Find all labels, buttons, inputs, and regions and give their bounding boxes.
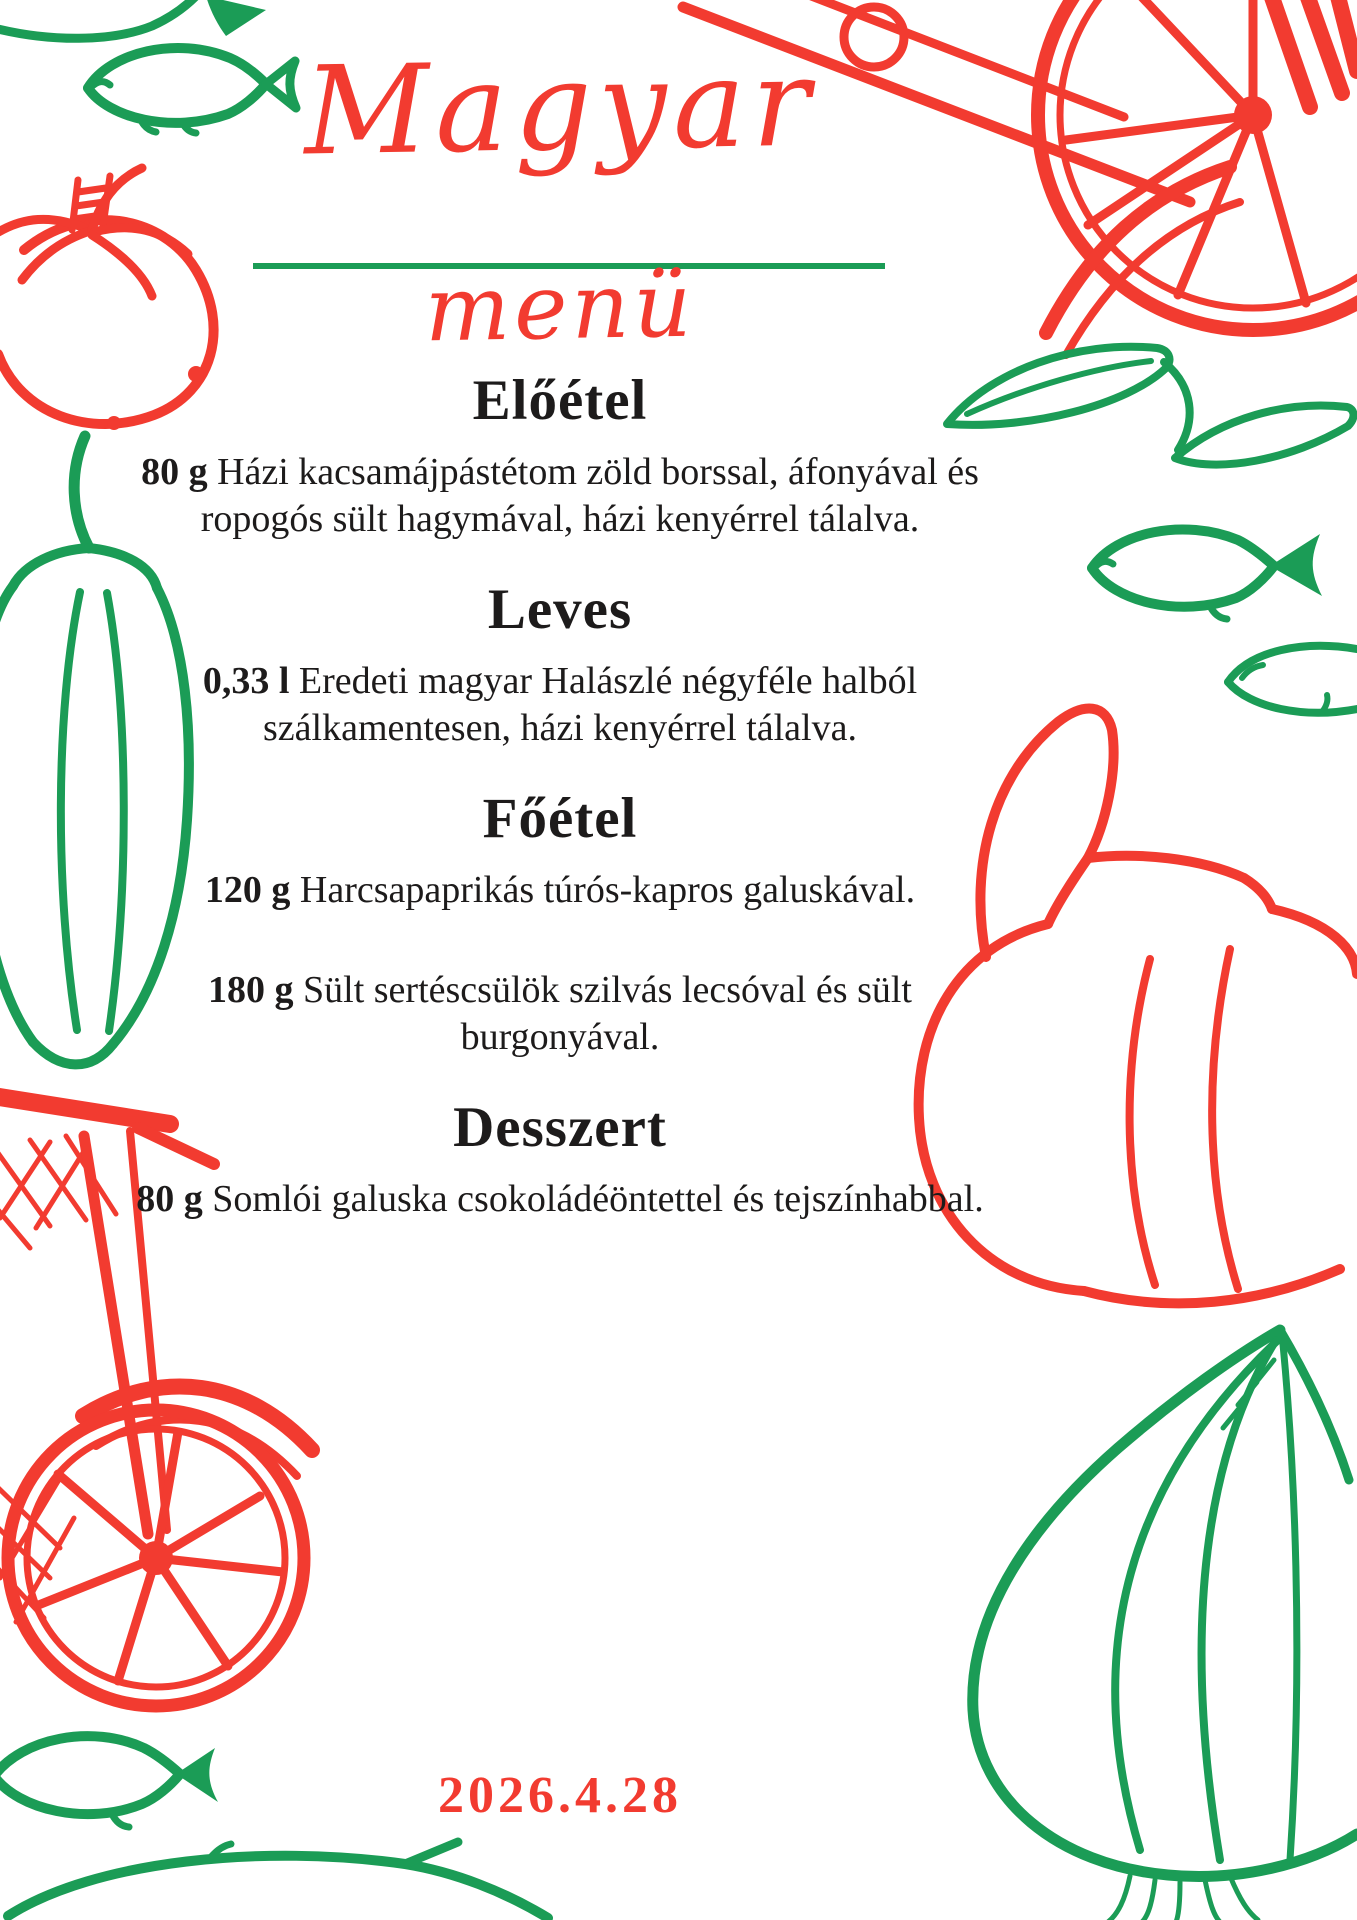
menu-item — [135, 658, 985, 752]
menu-item — [135, 967, 985, 1061]
item-quantity: 0,33 l — [202, 660, 290, 703]
section-heading-appetizer: Előétel — [472, 369, 648, 432]
item-description: Somlói galuska csokoládéöntettel és tejszínhabbal. — [212, 1177, 984, 1220]
leaves-icon — [935, 332, 1357, 510]
item-description: Harcsapaprikás túrós-kapros galuskával. — [299, 869, 916, 912]
fish-partial-top-icon — [0, 0, 300, 46]
pod-icon — [1222, 638, 1357, 722]
menu-item — [135, 867, 985, 914]
item-quantity: 80 g — [141, 451, 208, 493]
fish-right-icon — [1088, 506, 1357, 636]
item-description: Sült sertéscsülök szilvás lecsóval és sült burgonyával. — [303, 968, 912, 1058]
menu-item — [135, 449, 985, 543]
menu-date: 2026.4.28 — [438, 1767, 682, 1824]
fish-bottom-edge-icon — [0, 1842, 585, 1920]
garlic-icon — [878, 1318, 1357, 1920]
section-heading-soup: Leves — [487, 578, 633, 642]
menu-item — [135, 1176, 985, 1223]
section-heading-main: Főétel — [482, 787, 638, 851]
menu-column — [135, 368, 985, 1253]
item-quantity: 120 g — [204, 869, 291, 912]
page-subtitle: menü — [423, 252, 697, 363]
item-description: Eredeti magyar Halászlé négyféle halból szálkamentesen, házi kenyérrel tálalva. — [263, 660, 918, 750]
section-heading-dessert: Desszert — [453, 1095, 667, 1159]
item-description: Házi kacsamájpástétom zöld borssal, áfonyával és ropogós sült hagymával, házi kenyérrel tálalva. — [200, 451, 979, 541]
item-quantity: 80 g — [136, 1177, 203, 1220]
item-quantity: 180 g — [208, 968, 294, 1011]
page-title: Magyar — [302, 31, 818, 183]
